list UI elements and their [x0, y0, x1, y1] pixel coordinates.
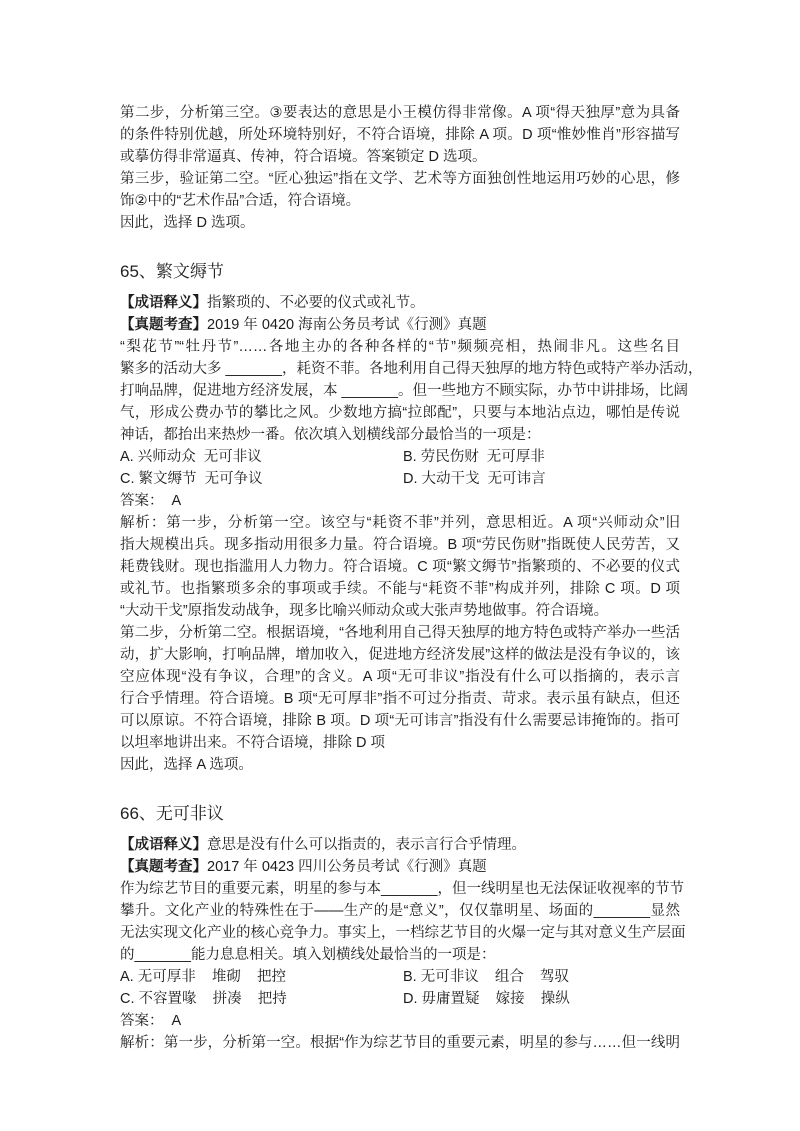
definition-text: 意思是没有什么可以指责的，表示言行合乎情理。 — [207, 837, 526, 853]
idiom-heading: 65、繁文缛节 — [120, 262, 224, 281]
text-line: 繁多的活动大多 _______，耗资不菲。各地利用自己得天独厚的地方特色或特产举办活动， — [120, 361, 703, 377]
option-row — [120, 988, 680, 1010]
question-stem — [120, 878, 686, 966]
text-line: 解析：第一步，分析第一空。根据“作为综艺节目的重要元素，明星的参与……但一线明 — [120, 1035, 680, 1051]
previous-analysis — [120, 102, 680, 234]
option-d: D. 毋庸置疑 嫁接 操纵 — [403, 991, 570, 1007]
text-line: 因此，选择 D 选项。 — [120, 215, 255, 231]
text-line: 无法实现文化产业的核心竞争力。事实上，一档综艺节目的火爆一定与其对意义生产层面 — [120, 925, 686, 941]
idiom-heading: 66、无可非议 — [120, 804, 224, 823]
text-line: 或摹仿得非常逼真、传神，符合语境。答案锁定 D 选项。 — [120, 149, 487, 165]
source-label: 【真题考查】 — [120, 859, 207, 875]
text-line: 作为综艺节目的重要元素，明星的参与本_______，但一线明星也无法保证收视率的节节 — [120, 881, 684, 897]
text-line: 因此，选择 A 选项。 — [120, 757, 253, 773]
option-row — [120, 446, 680, 468]
text-line: 打响品牌，促进地方经济发展，本 _______。但一些地方不顾实际，办节中讲排场，比阔 — [120, 383, 688, 399]
text-line: 指大规模出兵。现多指动用很多力量。符合语境。B 项“劳民伤财”指既使人民劳苦，又 — [120, 537, 680, 553]
source-text: 2019 年 0420 海南公务员考试《行测》真题 — [207, 317, 487, 333]
document-page — [120, 102, 703, 1054]
option-a: A. 无可厚非 堆砌 把控 — [120, 969, 286, 985]
idiom-definition — [120, 834, 680, 856]
question-66 — [120, 801, 686, 1054]
text-line: 行合乎情理。符合语境。B 项“无可厚非”指不可过分指责、苛求。表示虽有缺点，但还 — [120, 691, 680, 707]
text-line: 的_______能力息息相关。填入划横线处最恰当的一项是： — [120, 947, 496, 963]
analysis — [120, 1032, 680, 1054]
option-c: C. 繁文缛节 无可争议 — [120, 471, 263, 487]
text-line: 以坦率地讲出来。不符合语境，排除 D 项 — [120, 735, 386, 751]
text-line: 或礼节。也指繁琐多余的事项或手续。不能与“耗资不菲”构成并列，排除 C 项。D 项 — [120, 581, 680, 597]
text-line: 空应体现“没有争议，合理”的含义。A 项“无可非议”指没有什么可以指摘的，表示言 — [120, 669, 680, 685]
text-line: 气，形成公费办节的攀比之风。少数地方搞“拉郎配”，只要与本地沾点边，哪怕是传说 — [120, 405, 680, 421]
definition-label: 【成语释义】 — [120, 837, 207, 853]
option-d: D. 大动干戈 无可讳言 — [403, 471, 546, 487]
option-b: B. 无可非议 组合 驾驭 — [403, 969, 569, 985]
definition-text: 指繁琐的、不必要的仪式或礼节。 — [207, 295, 425, 311]
text-line: 动，扩大影响，打响品牌，增加收入，促进地方经济发展”这样的做法是没有争议的，该 — [120, 647, 680, 663]
text-line: 攀升。文化产业的特殊性在于——生产的是“意义”，仅仅靠明星、场面的_______显然 — [120, 903, 680, 919]
text-line: 饰②中的“艺术作品”合适，符合语境。 — [120, 193, 361, 209]
source-label: 【真题考查】 — [120, 317, 207, 333]
text-line: 神话，都抬出来热炒一番。依次填入划横线部分最恰当的一项是： — [120, 427, 541, 443]
question-65 — [120, 259, 703, 776]
exam-source — [120, 314, 680, 336]
question-stem — [120, 336, 703, 446]
analysis — [120, 512, 680, 776]
option-row — [120, 966, 680, 988]
answer-line: 答案： A — [120, 493, 182, 509]
text-line: 第三步，验证第二空。“匠心独运”指在文学、艺术等方面独创性地运用巧妙的心思，修 — [120, 171, 680, 187]
text-line: 的条件特别优越，所处环境特别好，不符合语境，排除 A 项。D 项“惟妙惟肖”形容描写 — [120, 127, 680, 143]
text-line: “大动干戈”原指发动战争，现多比喻兴师动众或大张声势地做事。符合语境。 — [120, 603, 609, 619]
idiom-definition — [120, 292, 680, 314]
option-b: B. 劳民伤财 无可厚非 — [403, 449, 545, 465]
option-a: A. 兴师动众 无可非议 — [120, 449, 262, 465]
option-row — [120, 468, 680, 490]
option-c: C. 不容置喙 拼凑 把持 — [120, 991, 287, 1007]
text-line: “梨花节”“牡丹节”……各地主办的各种各样的“节”频频亮相，热闹非凡。这些名目 — [120, 339, 680, 355]
text-line: 第二步，分析第二空。根据语境，“各地利用自己得天独厚的地方特色或特产举办一些活 — [120, 625, 680, 641]
text-line: 第二步，分析第三空。③要表达的意思是小王模仿得非常像。A 项“得天独厚”意为具备 — [120, 105, 680, 121]
definition-label: 【成语释义】 — [120, 295, 207, 311]
text-line: 耗费钱财。现也指滥用人力物力。符合语境。C 项“繁文缛节”指繁琐的、不必要的仪式 — [120, 559, 680, 575]
text-line: 可以原谅。不符合语境，排除 B 项。D 项“无可讳言”指没有什么需要忌讳掩饰的。指可 — [120, 713, 680, 729]
exam-source — [120, 856, 680, 878]
source-text: 2017 年 0423 四川公务员考试《行测》真题 — [207, 859, 487, 875]
text-line: 解析：第一步，分析第一空。该空与“耗资不菲”并列，意思相近。A 项“兴师动众”旧 — [120, 515, 680, 531]
answer-line: 答案： A — [120, 1013, 182, 1029]
